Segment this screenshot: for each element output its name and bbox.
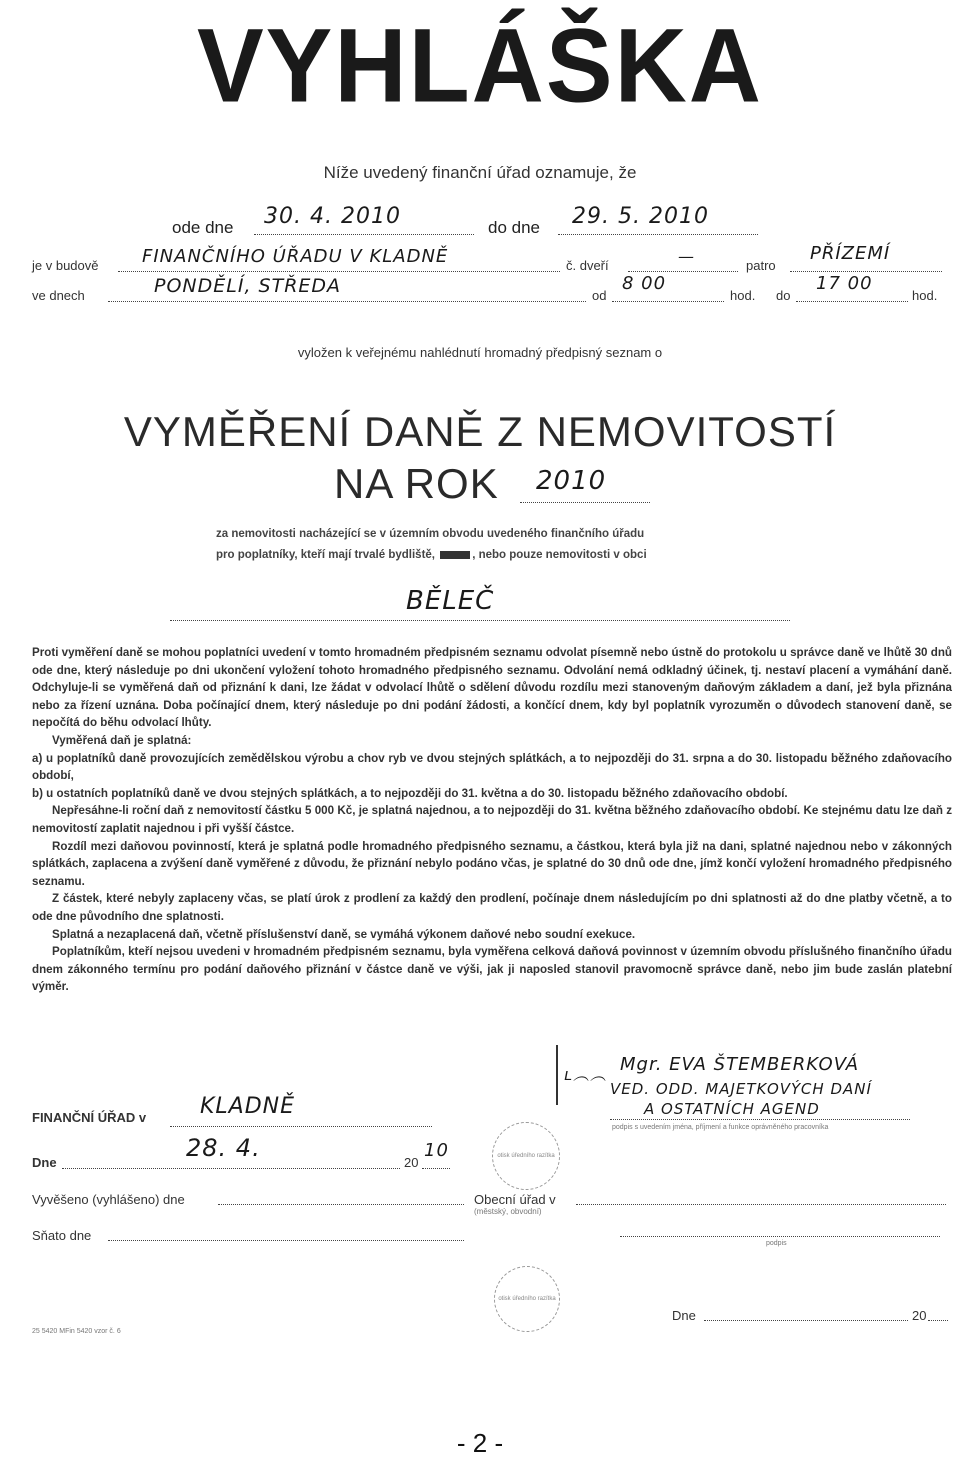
paragraph-enforcement: Splatná a nezaplacená daň, včetně příslušenství daně, se vymáhá výkonem daňové nebo soudní exekuce. (52, 927, 636, 941)
podpis-line (620, 1232, 940, 1237)
redaction-mark (440, 551, 470, 559)
office-field (170, 1094, 432, 1127)
date2-field (704, 1306, 908, 1321)
removed-field (108, 1226, 464, 1241)
paragraph-unlisted: Poplatníkům, kteří nejsou uvedeni v hromadném předpisném seznamu, byla vyměřena celková daňová povinnost v územním obvodu příslušného finančního úřadu dnem zákonného termínu pro podání daňového přiznání v částce daně ve výši, jak ji naposled stanovil pravomocně správce daně, nebo jim bude zaslán platební výměr. (32, 945, 952, 994)
scope-line-2 (216, 549, 647, 561)
date-field (62, 1134, 400, 1169)
stamp-placeholder-1: otisk úředního razítka (492, 1122, 560, 1190)
do-label: do (776, 288, 791, 303)
paragraph-difference: Rozdíl mezi daňovou povinností, která je splatná podle hromadného předpisného seznamu, a částkou, která byla již na dani, splatné najednou nebo v zákonných splátkách, zaplacena a zvýšení daně vyměřené z důvodu, že přiznání nebylo podáno včas, je splatné do 30 dnů ode dne, jímž končí vyložení hromadného předpisného seznamu. (32, 839, 952, 888)
date-value: 28. 4. (186, 1134, 261, 1162)
paragraph-appeal: Proti vyměření daně se mohou poplatníci uvedení v tomto hromadném předpisném seznamu odvolat písemně nebo ústně do protokolu u správce daně ve lhůtě 30 dnů ode dne, který následuje po dni ukončení vyložení tohoto hromadného předpisného seznamu. Odvolání nemá odkladný účinek, tj. nestaví placení a vymáhání daně. Odchyluje-li se vyměřená daň od přiznání k dani, lze žádat v odvolací lhůtě o sdělení důvodu rozdílu mezi stanoveným daňovým základem a daní, jež byla přiznána nebo za řízení uznána. Doba počínající dnem, který následuje po dni podání žádosti, a končící dnem, kdy byl poplatník vyrozuměn o důvodech stanovení daně, se nepočítá do běhu odvolací lhůty. (32, 646, 952, 730)
municipal-field (576, 1190, 946, 1205)
do-value: 17 00 (816, 273, 873, 294)
signature-role-1: VED. ODD. MAJETKOVÝCH DANÍ (610, 1080, 872, 1098)
paragraph-due: Vyměřená daň je splatná: (52, 733, 192, 747)
door-label: č. dveří (566, 258, 609, 273)
do-field (796, 273, 908, 302)
year-prefix: 20 (404, 1155, 419, 1170)
floor-label: patro (746, 258, 776, 273)
municipal-label: Obecní úřad v (474, 1192, 556, 1207)
signature-bracket (556, 1045, 558, 1105)
signature-name: Mgr. EVA ŠTEMBERKOVÁ (620, 1054, 860, 1075)
floor-value: PŘÍZEMÍ (810, 243, 891, 264)
to-label: do dne (488, 218, 540, 237)
page-title: VYHLÁŠKA (196, 7, 764, 125)
days-label: ve dnech (32, 288, 85, 303)
building-field (118, 246, 560, 272)
building-value: FINANČNÍHO ÚŘADU V KLADNĚ (142, 246, 449, 267)
paragraph-due-b: b) u ostatních poplatníků daně ve dvou stejných splátkách, a to nejpozději do 31. května a do 30. listopadu běžného zdaňovacího období. (32, 786, 788, 800)
posted-field (218, 1190, 464, 1205)
municipal-sub: (městský, obvodní) (474, 1207, 542, 1216)
od-field (612, 273, 724, 302)
hod2-label: hod. (912, 288, 938, 303)
podpis-caption: podpis (766, 1240, 787, 1247)
year-suffix-value: 10 (424, 1140, 449, 1161)
date-label: Dne (32, 1155, 57, 1170)
date2-label: Dne (672, 1308, 696, 1323)
heading-tax-assessment: VYMĚŘENÍ DANĚ Z NEMOVITOSTÍ (123, 408, 837, 455)
from-label: ode dne (172, 218, 234, 237)
days-value: PONDĚLÍ, STŘEDA (154, 275, 342, 297)
signature-scribble-icon: ʟ︵︵ (564, 1065, 608, 1084)
notice-line: vyložen k veřejnému nahlédnutí hromadný předpisný seznam o (297, 345, 663, 360)
paragraph-single-payment: Nepřesáhne-li roční daň z nemovitostí částku 5 000 Kč, je splatná najednou, a to nejpozději do 31. května běžného zdaňovacího období. Ke stejnému datu lze daň z nemovitostí zaplatit najednou i při vyšší částce. (32, 804, 952, 835)
intro-text: Níže uvedený finanční úřad oznamuje, že (323, 163, 637, 182)
to-value: 29. 5. 2010 (572, 204, 709, 229)
door-field (628, 247, 738, 272)
village-value: BĚLEČ (406, 586, 495, 616)
days-field (108, 275, 586, 302)
year-value: 2010 (536, 466, 607, 496)
stamp-placeholder-2: otisk úředního razítka (494, 1266, 560, 1332)
od-label: od (592, 288, 607, 303)
body-text (32, 644, 952, 996)
office-label: FINANČNÍ ÚŘAD v (32, 1110, 147, 1125)
paragraph-interest: Z částek, které nebyly zaplaceny včas, se platí úrok z prodlení za každý den prodlení, počínaje dnem následujícím po dni splatnosti až do dne platby včetně, a to ode dne původního dne splatnosti. (32, 892, 952, 923)
village-field (170, 586, 790, 621)
door-value: — (678, 247, 695, 266)
signature-caption: podpis s uvedením jména, příjmení a funkce oprávněného pracovníka (612, 1124, 829, 1131)
year-field (520, 466, 650, 503)
removed-label: Sňato dne (32, 1228, 92, 1243)
to-field (558, 204, 758, 235)
year-suffix-field (422, 1140, 450, 1169)
form-code: 25 5420 MFin 5420 vzor č. 6 (32, 1328, 121, 1335)
signature-line (610, 1115, 910, 1120)
hod-label: hod. (730, 288, 756, 303)
scope-line-1: za nemovitosti nacházející se v územním obvodu uvedeného finančního úřadu (216, 528, 645, 540)
page-number: - 2 - (456, 1428, 504, 1458)
date2-year-prefix: 20 (912, 1308, 927, 1323)
od-value: 8 00 (622, 273, 667, 294)
scope-line-2-tail: , nebo pouze nemovitosti v obci (472, 549, 647, 561)
floor-field (790, 243, 942, 272)
paragraph-due-a: a) u poplatníků daně provozujících zemědělskou výrobu a chov ryb ve dvou stejných splátkách, a to nejpozději do 31. srpna a do 30. listopadu běžného zdaňovacího období, (32, 751, 952, 783)
signature-role-2: A OSTATNÍCH AGEND (644, 1100, 820, 1118)
date2-year-field (928, 1306, 948, 1321)
from-field (254, 204, 474, 235)
heading-year-label: NA ROK (334, 460, 499, 507)
building-label: je v budově (32, 258, 99, 273)
posted-label: Vyvěšeno (vyhlášeno) dne (32, 1192, 185, 1207)
scope-line-2-text: pro poplatníky, kteří mají trvalé bydliště, (216, 549, 435, 561)
from-value: 30. 4. 2010 (264, 204, 401, 229)
office-value: KLADNĚ (200, 1094, 296, 1119)
